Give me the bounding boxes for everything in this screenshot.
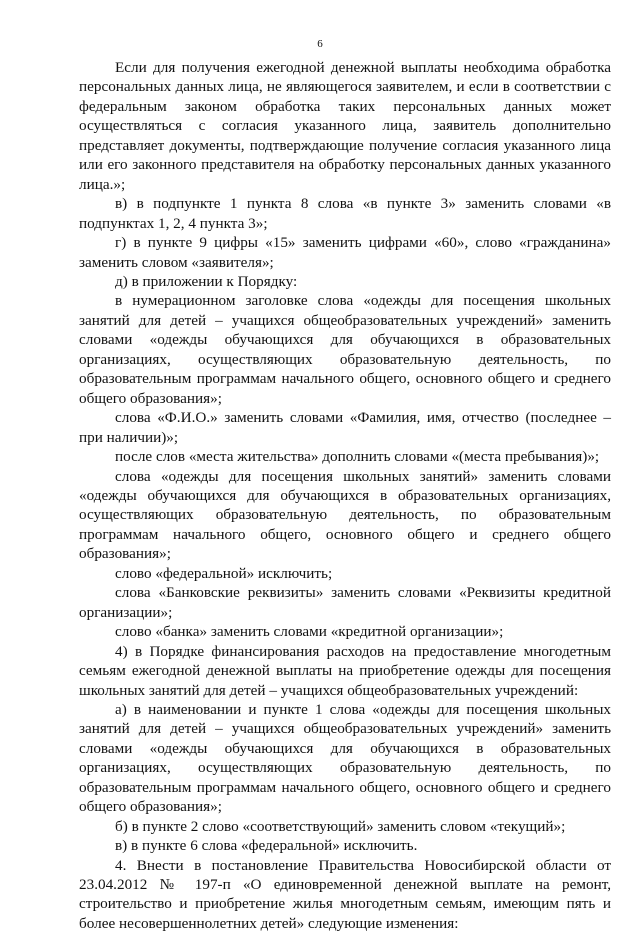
paragraph-bank-word: слово «банка» заменить словами «кредитной организации»;: [115, 623, 504, 641]
paragraph-school-clothing-replacement: слова «одежды для посещения школьных занятий» заменить словами «одежды обучающихся для обучающихся в образовательных организациях, осуществляющих образовательную деятельность, по образовательным программам начального общего, основного общего и среднего общего образования»;: [79, 467, 611, 563]
page-number: 6: [317, 38, 323, 50]
paragraph-numbering-header: в нумерационном заголовке слова «одежды для посещения школьных занятий для детей – учащихся общеобразовательных учреждений» заменить словами «одежды обучающихся для обучающихся в образовательных организациях, осуществляющих образовательную деятельность, по образовательным программам начального общего, основного общего и среднего общего образования»;: [79, 292, 611, 407]
paragraph-item-d-appendix: д) в приложении к Порядку:: [115, 272, 298, 290]
paragraph-fio-replacement: слова «Ф.И.О.» заменить словами «Фамилия, имя, отчество (последнее – при наличии)»;: [79, 409, 611, 446]
paragraph-item-g-clause-9: г) в пункте 9 цифры «15» заменить цифрами «60», слово «гражданина» заменить словом «заявителя»;: [79, 234, 611, 271]
paragraph-federal-exclusion: слово «федеральной» исключить;: [115, 564, 333, 582]
paragraph-personal-data-consent: Если для получения ежегодной денежной выплаты необходима обработка персональных данных лица, не являющегося заявителем, и если в соответствии с федеральным законом обработка таких персональных данных может осуществляться с согласия указанного лица, заявитель дополнительно представляет документы, подтверждающие получение согласия указанного лица или его законного представителя на обработку персональных данных указанного лица.»;: [79, 59, 611, 193]
paragraph-section-4-amendment: 4. Внести в постановление Правительства Новосибирской области от 23.04.2012 № 197-п «О единовременной денежной выплате на ремонт, строительство и приобретение жилья многодетным семьям, имеющим пять и более несовершеннолетних детей» следующие изменения:: [79, 856, 611, 932]
paragraph-item-4-financing-order: 4) в Порядке финансирования расходов на предоставление многодетным семьям ежегодной денежной выплаты на приобретение одежды для посещения школьных занятий для детей – учащихся общеобразовательных учреждений:: [79, 642, 611, 699]
paragraph-bank-details: слова «Банковские реквизиты» заменить словами «Реквизиты кредитной организации»;: [79, 584, 611, 621]
paragraph-item-a-title-clause-1: а) в наименовании и пункте 1 слова «одежды для посещения школьных занятий для детей – учащихся общеобразовательных учреждений» заменить словами «одежды обучающихся для обучающихся в образовательных организациях, осуществляющих образовательную деятельность, по образовательным программам начального общего, основного общего и среднего общего образования»;: [79, 700, 611, 816]
paragraph-item-v-clause-8: в) в подпункте 1 пункта 8 слова «в пункте 3» заменить словами «в подпунктах 1, 2, 4 пункта 3»;: [79, 195, 611, 232]
paragraph-item-v-clause-6: в) в пункте 6 слова «федеральной» исключить.: [115, 837, 418, 855]
document-body: [79, 58, 611, 933]
paragraph-item-b-clause-2: б) в пункте 2 слово «соответствующий» заменить словом «текущий»;: [115, 817, 566, 835]
paragraph-place-of-residence: после слов «места жительства» дополнить словами «(места пребывания)»;: [115, 448, 600, 466]
